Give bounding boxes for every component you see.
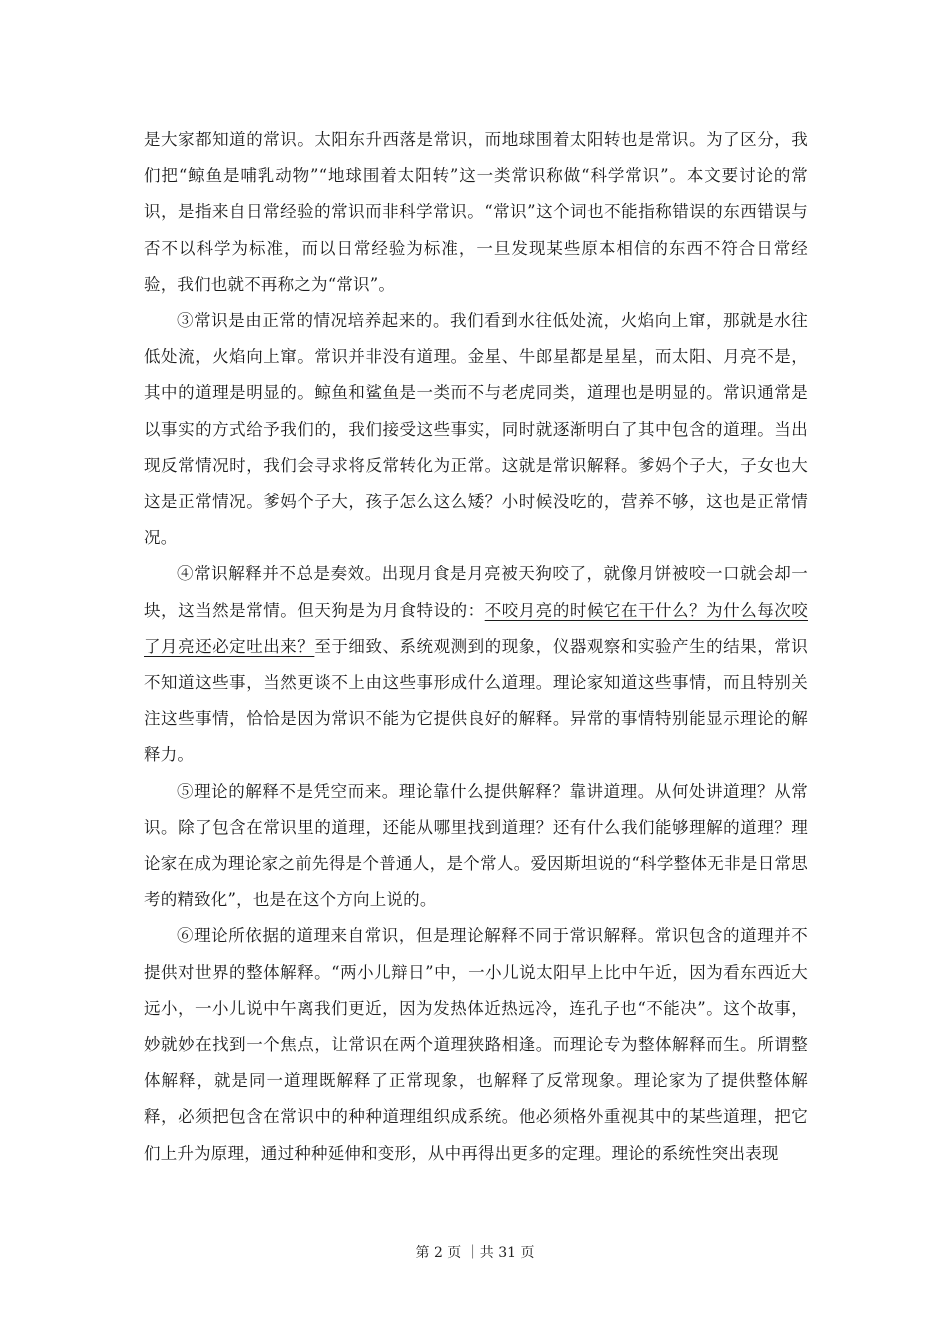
article-body [144,122,808,1172]
underlined-sentence: 不咬月亮的时候它在干什么？为什么每次咬了月亮还必定吐出来？ [144,600,808,656]
paragraph-text: ⑥理论所依据的道理来自常识，但是理论解释不同于常识解释。常识包含的道理并不提供对世界的整体解释。“两小儿辩日”中，一小儿说太阳早上比中午近，因为看东西近大远小，一小儿说中午离我们更近，因为发热体近热远冷，连孔子也“不能决”。这个故事，妙就妙在找到一个焦点，让常识在两个道理狭路相逢。而理论专为整体解释而生。所谓整体解释，就是同一道理既解释了正常现象，也解释了反常现象。理论家为了提供整体解释，必须把包含在常识中的种种道理组织成系统。他必须格外重视其中的某些道理，把它们上升为原理，通过种种延伸和变形，从中再得出更多的定理。理论的系统性突出表现 [144,926,808,1163]
paragraph-3 [144,303,808,556]
paragraph-text: ⑤理论的解释不是凭空而来。理论靠什么提供解释？靠讲道理。从何处讲道理？从常识。除了包含在常识里的道理，还能从哪里找到道理？还有什么我们能够理解的道理？理论家在成为理论家之前先得是个普通人，是个常人。爱因斯坦说的“科学整体无非是日常思考的精致化”，也是在这个方向上说的。 [144,781,808,910]
paragraph-text: ④常识解释并不总是奏效。出现月食是月亮被天狗咬了，就像月饼被咬一口就会却一块，这当然是常情。但天狗是为月食特设的： [144,564,808,620]
paragraph-4 [144,556,808,773]
paragraph-text: 是大家都知道的常识。太阳东升西落是常识，而地球围着太阳转也是常识。为了区分，我们把“鲸鱼是哺乳动物”“地球围着太阳转”这一类常识称做“科学常识”。本文要讨论的常识，是指来自日常经验的常识而非科学常识。“常识”这个词也不能指称错误的东西错误与否不以科学为标准，而以日常经验为标准，一旦发现某些原本相信的东西不符合日常经验，我们也就不再称之为“常识”。 [144,130,808,294]
paragraph-5 [144,774,808,919]
page-number: 第 2 页 ｜共 31 页 [415,1245,535,1261]
paragraph-continued [144,122,808,303]
paragraph-6 [144,918,808,1171]
page-footer [0,1242,950,1262]
paragraph-text: 至于细致、系统观测到的现象，仪器观察和实验产生的结果，常识不知道这些事，当然更谈不上由这些事形成什么道理。理论家知道这些事情，而且特别关注这些事情，恰恰是因为常识不能为它提供良好的解释。异常的事情特别能显示理论的解释力。 [144,636,808,765]
paragraph-text: ③常识是由正常的情况培养起来的。我们看到水往低处流，火焰向上窜，那就是水往低处流，火焰向上窜。常识并非没有道理。金星、牛郎星都是星星，而太阳、月亮不是，其中的道理是明显的。鲸鱼和鲨鱼是一类而不与老虎同类，道理也是明显的。常识通常是以事实的方式给予我们的，我们接受这些事实，同时就逐渐明白了其中包含的道理。当出现反常情况时，我们会寻求将反常转化为正常。这就是常识解释。爹妈个子大，子女也大这是正常情况。爹妈个子大，孩子怎么这么矮？小时候没吃的，营养不够，这也是正常情况。 [144,311,808,548]
